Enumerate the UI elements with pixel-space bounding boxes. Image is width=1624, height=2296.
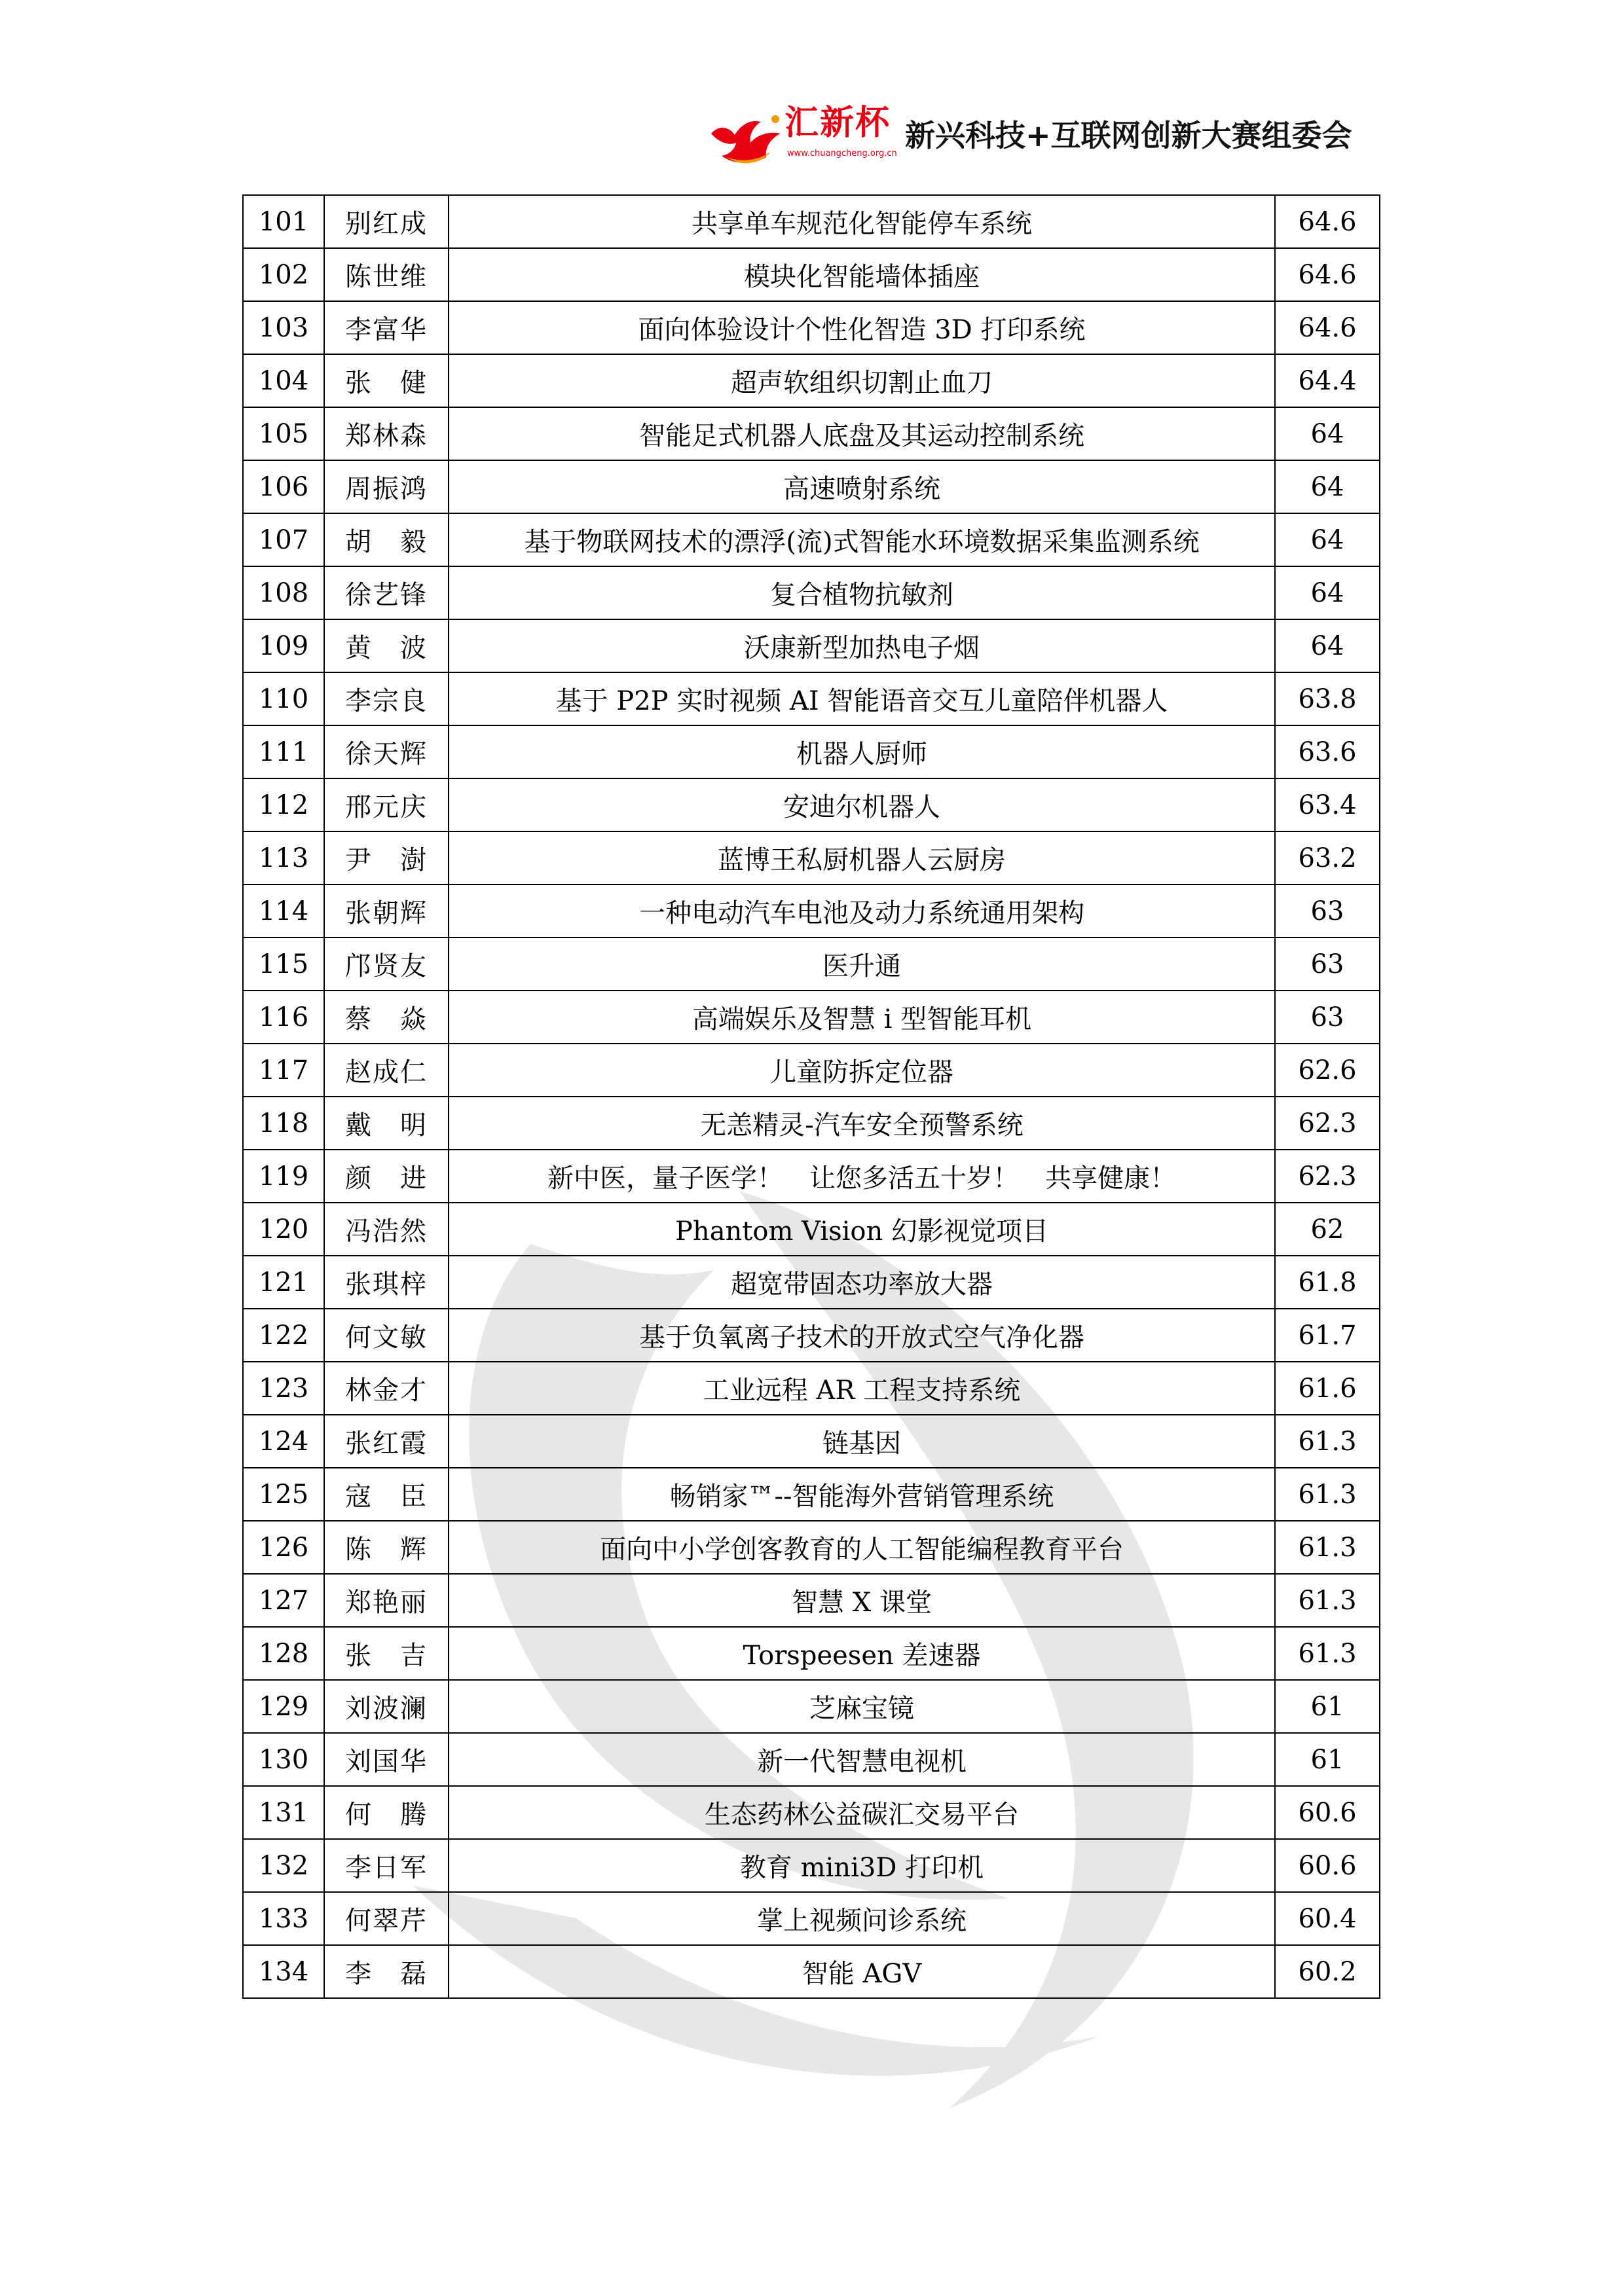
row-number: 119 [243, 1150, 324, 1203]
table-row [243, 354, 1380, 407]
row-number: 118 [243, 1097, 324, 1150]
score-value: 60.6 [1275, 1839, 1380, 1892]
table-row [243, 460, 1380, 513]
page-header [707, 105, 1388, 177]
row-number: 120 [243, 1203, 324, 1256]
table-row [243, 1256, 1380, 1309]
score-value: 61.3 [1275, 1521, 1380, 1574]
participant-name: 寇 臣 [324, 1468, 449, 1521]
participant-name: 别红成 [324, 195, 449, 248]
score-value: 62 [1275, 1203, 1380, 1256]
table-row [243, 1574, 1380, 1627]
project-title: 一种电动汽车电池及动力系统通用架构 [449, 884, 1275, 938]
participant-name: 赵成仁 [324, 1044, 449, 1097]
participant-name: 李 磊 [324, 1945, 449, 1998]
logo-text: 汇新杯 [784, 103, 891, 143]
table-row [243, 513, 1380, 566]
table-row [243, 1097, 1380, 1150]
project-title: 畅销家™--智能海外营销管理系统 [449, 1468, 1275, 1521]
table-row [243, 1309, 1380, 1362]
row-number: 109 [243, 619, 324, 672]
score-value: 60.6 [1275, 1786, 1380, 1839]
participant-name: 周振鸿 [324, 460, 449, 513]
participant-name: 何翠芹 [324, 1892, 449, 1945]
score-value: 61.7 [1275, 1309, 1380, 1362]
row-number: 127 [243, 1574, 324, 1627]
project-title: 新中医，量子医学！ 让您多活五十岁！ 共享健康！ [449, 1150, 1275, 1203]
score-value: 63 [1275, 938, 1380, 991]
participant-name: 刘波澜 [324, 1680, 449, 1733]
score-value: 60.4 [1275, 1892, 1380, 1945]
project-title: 链基因 [449, 1415, 1275, 1468]
score-value: 61 [1275, 1680, 1380, 1733]
score-value: 64 [1275, 513, 1380, 566]
participant-name: 邢元庆 [324, 778, 449, 831]
organizer-title: 新兴科技+互联网创新大赛组委会 [905, 118, 1352, 153]
project-title: 面向中小学创客教育的人工智能编程教育平台 [449, 1521, 1275, 1574]
score-value: 63 [1275, 884, 1380, 938]
results-table-body [243, 195, 1380, 1998]
project-title: 新一代智慧电视机 [449, 1733, 1275, 1786]
score-value: 61.3 [1275, 1574, 1380, 1627]
score-value: 61.6 [1275, 1362, 1380, 1415]
project-title: 高端娱乐及智慧 i 型智能耳机 [449, 991, 1275, 1044]
participant-name: 张琪梓 [324, 1256, 449, 1309]
row-number: 129 [243, 1680, 324, 1733]
logo-url: www.chuangcheng.org.cn [787, 149, 897, 158]
participant-name: 冯浩然 [324, 1203, 449, 1256]
table-row [243, 619, 1380, 672]
score-value: 63.4 [1275, 778, 1380, 831]
project-title: 复合植物抗敏剂 [449, 566, 1275, 619]
table-row [243, 938, 1380, 991]
project-title: 智能足式机器人底盘及其运动控制系统 [449, 407, 1275, 460]
row-number: 114 [243, 884, 324, 938]
table-row [243, 1415, 1380, 1468]
row-number: 105 [243, 407, 324, 460]
row-number: 133 [243, 1892, 324, 1945]
participant-name: 李日军 [324, 1839, 449, 1892]
project-title: 儿童防拆定位器 [449, 1044, 1275, 1097]
score-value: 62.6 [1275, 1044, 1380, 1097]
row-number: 128 [243, 1627, 324, 1680]
score-value: 64 [1275, 566, 1380, 619]
score-value: 63.2 [1275, 831, 1380, 884]
table-row [243, 195, 1380, 248]
table-row [243, 1945, 1380, 1998]
participant-name: 何 腾 [324, 1786, 449, 1839]
project-title: 蓝博王私厨机器人云厨房 [449, 831, 1275, 884]
row-number: 106 [243, 460, 324, 513]
row-number: 103 [243, 301, 324, 354]
table-row [243, 884, 1380, 938]
project-title: 沃康新型加热电子烟 [449, 619, 1275, 672]
table-row [243, 1627, 1380, 1680]
table-row [243, 831, 1380, 884]
participant-name: 何文敏 [324, 1309, 449, 1362]
table-row [243, 1733, 1380, 1786]
row-number: 132 [243, 1839, 324, 1892]
score-value: 64.6 [1275, 195, 1380, 248]
participant-name: 胡 毅 [324, 513, 449, 566]
project-title: 芝麻宝镜 [449, 1680, 1275, 1733]
participant-name: 张 健 [324, 354, 449, 407]
project-title: 高速喷射系统 [449, 460, 1275, 513]
project-title: Torspeesen 差速器 [449, 1627, 1275, 1680]
participant-name: 颜 进 [324, 1150, 449, 1203]
project-title: 无恙精灵-汽车安全预警系统 [449, 1097, 1275, 1150]
table-row [243, 672, 1380, 725]
score-value: 62.3 [1275, 1150, 1380, 1203]
table-row [243, 1680, 1380, 1733]
row-number: 104 [243, 354, 324, 407]
score-value: 64.4 [1275, 354, 1380, 407]
row-number: 122 [243, 1309, 324, 1362]
participant-name: 蔡 焱 [324, 991, 449, 1044]
participant-name: 黄 波 [324, 619, 449, 672]
table-row [243, 1892, 1380, 1945]
project-title: 医升通 [449, 938, 1275, 991]
table-row [243, 1521, 1380, 1574]
table-row [243, 991, 1380, 1044]
project-title: 工业远程 AR 工程支持系统 [449, 1362, 1275, 1415]
project-title: 基于负氧离子技术的开放式空气净化器 [449, 1309, 1275, 1362]
score-value: 64 [1275, 619, 1380, 672]
participant-name: 徐天辉 [324, 725, 449, 778]
score-value: 64 [1275, 460, 1380, 513]
participant-name: 张 吉 [324, 1627, 449, 1680]
project-title: 面向体验设计个性化智造 3D 打印系统 [449, 301, 1275, 354]
participant-name: 尹 澍 [324, 831, 449, 884]
table-row [243, 1362, 1380, 1415]
table-row [243, 1044, 1380, 1097]
row-number: 124 [243, 1415, 324, 1468]
score-value: 61.3 [1275, 1627, 1380, 1680]
participant-name: 郑林森 [324, 407, 449, 460]
row-number: 134 [243, 1945, 324, 1998]
row-number: 107 [243, 513, 324, 566]
participant-name: 张朝辉 [324, 884, 449, 938]
row-number: 110 [243, 672, 324, 725]
project-title: 生态药林公益碳汇交易平台 [449, 1786, 1275, 1839]
table-row [243, 1150, 1380, 1203]
row-number: 116 [243, 991, 324, 1044]
table-row [243, 248, 1380, 301]
row-number: 101 [243, 195, 324, 248]
row-number: 123 [243, 1362, 324, 1415]
row-number: 112 [243, 778, 324, 831]
row-number: 102 [243, 248, 324, 301]
score-value: 61.3 [1275, 1415, 1380, 1468]
flame-logo-icon [707, 105, 792, 170]
table-row [243, 1786, 1380, 1839]
row-number: 108 [243, 566, 324, 619]
project-title: Phantom Vision 幻影视觉项目 [449, 1203, 1275, 1256]
score-value: 64.6 [1275, 301, 1380, 354]
participant-name: 邝贤友 [324, 938, 449, 991]
table-row [243, 407, 1380, 460]
row-number: 111 [243, 725, 324, 778]
score-value: 64 [1275, 407, 1380, 460]
score-value: 63 [1275, 991, 1380, 1044]
row-number: 131 [243, 1786, 324, 1839]
project-title: 模块化智能墙体插座 [449, 248, 1275, 301]
table-row [243, 778, 1380, 831]
participant-name: 陈 辉 [324, 1521, 449, 1574]
project-title: 基于 P2P 实时视频 AI 智能语音交互儿童陪伴机器人 [449, 672, 1275, 725]
participant-name: 李宗良 [324, 672, 449, 725]
score-value: 63.8 [1275, 672, 1380, 725]
row-number: 115 [243, 938, 324, 991]
table-row [243, 301, 1380, 354]
participant-name: 李富华 [324, 301, 449, 354]
participant-name: 张红霞 [324, 1415, 449, 1468]
project-title: 超宽带固态功率放大器 [449, 1256, 1275, 1309]
row-number: 117 [243, 1044, 324, 1097]
row-number: 130 [243, 1733, 324, 1786]
table-row [243, 1203, 1380, 1256]
project-title: 掌上视频问诊系统 [449, 1892, 1275, 1945]
row-number: 126 [243, 1521, 324, 1574]
project-title: 教育 mini3D 打印机 [449, 1839, 1275, 1892]
project-title: 基于物联网技术的漂浮(流)式智能水环境数据采集监测系统 [449, 513, 1275, 566]
participant-name: 陈世维 [324, 248, 449, 301]
participant-name: 戴 明 [324, 1097, 449, 1150]
score-value: 63.6 [1275, 725, 1380, 778]
participant-name: 徐艺锋 [324, 566, 449, 619]
project-title: 共享单车规范化智能停车系统 [449, 195, 1275, 248]
table-row [243, 1839, 1380, 1892]
score-value: 61 [1275, 1733, 1380, 1786]
project-title: 超声软组织切割止血刀 [449, 354, 1275, 407]
score-value: 62.3 [1275, 1097, 1380, 1150]
table-row [243, 566, 1380, 619]
score-value: 61.8 [1275, 1256, 1380, 1309]
project-title: 机器人厨师 [449, 725, 1275, 778]
row-number: 125 [243, 1468, 324, 1521]
row-number: 121 [243, 1256, 324, 1309]
project-title: 安迪尔机器人 [449, 778, 1275, 831]
participant-name: 林金才 [324, 1362, 449, 1415]
score-value: 60.2 [1275, 1945, 1380, 1998]
score-value: 64.6 [1275, 248, 1380, 301]
project-title: 智慧 X 课堂 [449, 1574, 1275, 1627]
project-title: 智能 AGV [449, 1945, 1275, 1998]
participant-name: 郑艳丽 [324, 1574, 449, 1627]
participant-name: 刘国华 [324, 1733, 449, 1786]
score-value: 61.3 [1275, 1468, 1380, 1521]
results-table [242, 194, 1380, 1999]
row-number: 113 [243, 831, 324, 884]
table-row [243, 725, 1380, 778]
table-row [243, 1468, 1380, 1521]
